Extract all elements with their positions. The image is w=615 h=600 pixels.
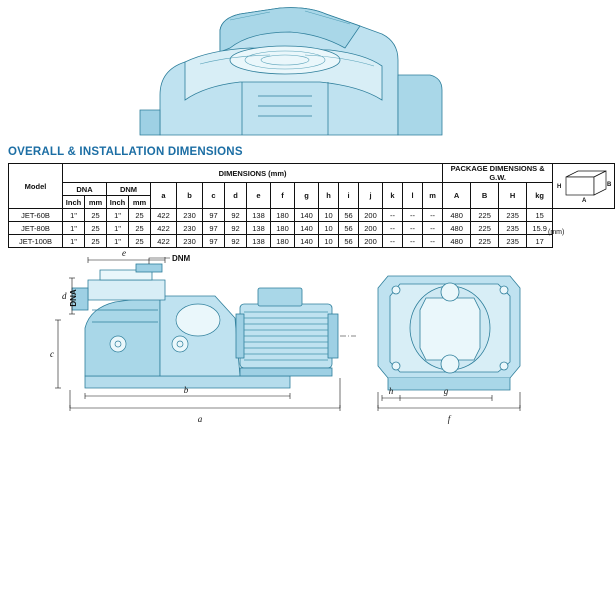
dimensions-table-wrap bbox=[8, 163, 612, 248]
cell-m: -- bbox=[423, 222, 443, 235]
table-row bbox=[9, 222, 615, 235]
header-pkg-B: B bbox=[471, 183, 499, 209]
header-pkg-A: A bbox=[443, 183, 471, 209]
cell-j: 200 bbox=[359, 235, 383, 248]
cell-a: 422 bbox=[151, 209, 177, 222]
cell-l: -- bbox=[403, 222, 423, 235]
cell-k: -- bbox=[383, 222, 403, 235]
cell-k: -- bbox=[383, 235, 403, 248]
cell-j: 200 bbox=[359, 222, 383, 235]
cell-model: JET-80B bbox=[9, 222, 63, 235]
page-title: OVERALL & INSTALLATION DIMENSIONS bbox=[8, 146, 243, 158]
cell-pkg-A: 480 bbox=[443, 235, 471, 248]
cell-model: JET-60B bbox=[9, 209, 63, 222]
cell-g: 140 bbox=[295, 209, 319, 222]
svg-text:H: H bbox=[556, 184, 562, 190]
cell-c: 97 bbox=[203, 209, 225, 222]
cell-dnm-mm: 25 bbox=[129, 222, 151, 235]
svg-text:d: d bbox=[62, 291, 67, 301]
cell-l: -- bbox=[403, 235, 423, 248]
svg-text:b: b bbox=[183, 385, 189, 395]
cell-m: -- bbox=[423, 209, 443, 222]
cell-pkg-kg: 15.9 bbox=[527, 222, 553, 235]
cell-model: JET-100B bbox=[9, 235, 63, 248]
header-pkg-kg: kg bbox=[527, 183, 553, 209]
cell-dnm-mm: 25 bbox=[129, 209, 151, 222]
cell-j: 200 bbox=[359, 209, 383, 222]
cell-d: 92 bbox=[225, 209, 247, 222]
header-dimensions-group: DIMENSIONS (mm) bbox=[63, 164, 443, 183]
table-header-row-2 bbox=[9, 183, 615, 196]
header-dnm-inch: Inch bbox=[107, 196, 129, 209]
header-letter-j: j bbox=[359, 183, 383, 209]
cell-pkg-B: 225 bbox=[471, 222, 499, 235]
cell-h: 10 bbox=[319, 222, 339, 235]
cell-pkg-H: 235 bbox=[499, 209, 527, 222]
cell-e: 138 bbox=[247, 222, 271, 235]
cell-g: 140 bbox=[295, 222, 319, 235]
header-letter-m: m bbox=[423, 183, 443, 209]
cell-c: 97 bbox=[203, 222, 225, 235]
dimensions-table bbox=[8, 163, 615, 248]
svg-text:g: g bbox=[443, 386, 449, 396]
cell-f: 180 bbox=[271, 235, 295, 248]
cell-h: 10 bbox=[319, 235, 339, 248]
svg-text:e: e bbox=[122, 248, 126, 258]
svg-text:DNM: DNM bbox=[172, 254, 191, 263]
svg-text:c: c bbox=[50, 349, 54, 359]
svg-text:f: f bbox=[447, 414, 451, 424]
cell-pkg-B: 225 bbox=[471, 235, 499, 248]
cell-e: 138 bbox=[247, 209, 271, 222]
header-dnm-mm: mm bbox=[129, 196, 151, 209]
cell-pkg-H: 235 bbox=[499, 222, 527, 235]
cell-m: -- bbox=[423, 235, 443, 248]
table-row bbox=[9, 209, 615, 222]
header-letter-k: k bbox=[383, 183, 403, 209]
cell-dna-mm: 25 bbox=[85, 222, 107, 235]
package-box-unit-label: (mm) bbox=[548, 229, 565, 236]
cell-dnm-inch: 1" bbox=[107, 235, 129, 248]
cell-i: 56 bbox=[339, 235, 359, 248]
svg-text:DNA: DNA bbox=[69, 289, 78, 307]
cell-b: 230 bbox=[177, 235, 203, 248]
cell-i: 56 bbox=[339, 209, 359, 222]
header-letter-e: e bbox=[247, 183, 271, 209]
cell-i: 56 bbox=[339, 222, 359, 235]
header-dna: DNA bbox=[63, 183, 107, 196]
header-letter-g: g bbox=[295, 183, 319, 209]
svg-text:A: A bbox=[581, 198, 587, 204]
header-package-group: PACKAGE DIMENSIONS & G.W. bbox=[443, 164, 553, 183]
cell-k: -- bbox=[383, 209, 403, 222]
cell-pkg-H: 235 bbox=[499, 235, 527, 248]
cell-d: 92 bbox=[225, 222, 247, 235]
header-letter-f: f bbox=[271, 183, 295, 209]
cell-e: 138 bbox=[247, 235, 271, 248]
cell-dna-inch: 1" bbox=[63, 209, 85, 222]
package-box-graphic bbox=[553, 164, 615, 209]
technical-drawings bbox=[40, 248, 560, 424]
cell-pkg-B: 225 bbox=[471, 209, 499, 222]
cell-l: -- bbox=[403, 209, 423, 222]
pump-top-illustration bbox=[130, 0, 470, 135]
cell-d: 92 bbox=[225, 235, 247, 248]
header-letter-h: h bbox=[319, 183, 339, 209]
cell-pkg-kg: 15 bbox=[527, 209, 553, 222]
cell-pkg-A: 480 bbox=[443, 222, 471, 235]
cell-f: 180 bbox=[271, 209, 295, 222]
header-dna-mm: mm bbox=[85, 196, 107, 209]
cell-a: 422 bbox=[151, 222, 177, 235]
table-row bbox=[9, 235, 615, 248]
header-dna-inch: Inch bbox=[63, 196, 85, 209]
cell-pkg-A: 480 bbox=[443, 209, 471, 222]
cell-dna-mm: 25 bbox=[85, 235, 107, 248]
header-model: Model bbox=[9, 164, 63, 209]
cell-g: 140 bbox=[295, 235, 319, 248]
header-letter-c: c bbox=[203, 183, 225, 209]
table-header-row-1 bbox=[9, 164, 615, 183]
svg-text:B: B bbox=[606, 182, 612, 188]
cell-c: 97 bbox=[203, 235, 225, 248]
cell-dna-inch: 1" bbox=[63, 222, 85, 235]
cell-a: 422 bbox=[151, 235, 177, 248]
cell-b: 230 bbox=[177, 209, 203, 222]
cell-b: 230 bbox=[177, 222, 203, 235]
header-letter-i: i bbox=[339, 183, 359, 209]
header-letter-a: a bbox=[151, 183, 177, 209]
cell-dnm-mm: 25 bbox=[129, 235, 151, 248]
header-letter-b: b bbox=[177, 183, 203, 209]
cell-dna-mm: 25 bbox=[85, 209, 107, 222]
cell-dnm-inch: 1" bbox=[107, 209, 129, 222]
header-dnm: DNM bbox=[107, 183, 151, 196]
cell-dnm-inch: 1" bbox=[107, 222, 129, 235]
cell-pkg-kg: 17 bbox=[527, 235, 553, 248]
cell-dna-inch: 1" bbox=[63, 235, 85, 248]
cell-f: 180 bbox=[271, 222, 295, 235]
svg-text:h: h bbox=[388, 386, 394, 396]
svg-text:a: a bbox=[197, 414, 203, 424]
header-letter-l: l bbox=[403, 183, 423, 209]
header-letter-d: d bbox=[225, 183, 247, 209]
header-pkg-H: H bbox=[499, 183, 527, 209]
cell-h: 10 bbox=[319, 209, 339, 222]
